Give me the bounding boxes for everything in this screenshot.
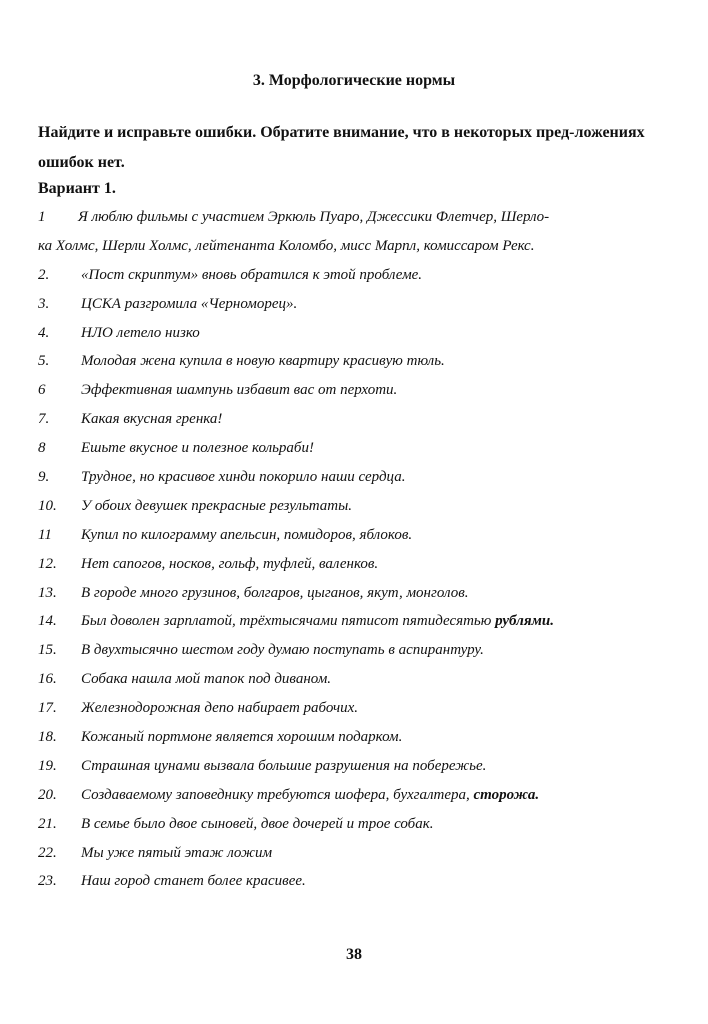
list-item (0, 436, 708, 465)
list-item (0, 494, 708, 523)
list-item (0, 783, 708, 812)
list-item (0, 667, 708, 696)
item-text: Какая вкусная гренка! (81, 411, 223, 428)
item-number: 10. (38, 497, 57, 514)
item-number: 15. (38, 642, 57, 659)
item-text: Железнодорожная депо набирает рабочих. (81, 700, 359, 717)
list-item (0, 869, 708, 898)
item-text: НЛО летело низко (81, 324, 200, 341)
list-item (0, 552, 708, 581)
item-number: 20. (38, 786, 57, 803)
item-text: Я люблю фильмы с участием Эркюль Пуаро, Джессики Флетчер, Шерло- (78, 209, 550, 225)
exercise-list (0, 205, 708, 898)
item-number: 16. (38, 671, 57, 688)
item-text: «Пост скриптум» вновь обратился к этой проблеме. (81, 266, 423, 283)
item-text: Купил по килограмму апельсин, помидоров, яблоков. (81, 526, 413, 543)
list-item (0, 812, 708, 841)
item-text-emphasis: рублями. (495, 613, 554, 630)
item-text: Мы уже пятый этаж ложим (81, 844, 273, 861)
item-text-main: Был доволен зарплатой, трёхтысячами пятисот пятидесятью (81, 613, 496, 630)
item-number: 21. (38, 815, 57, 832)
item-text: ЦСКА разгромила «Черноморец». (81, 295, 298, 312)
item-text: В городе много грузинов, болгаров, цыганов, якут, монголов. (81, 584, 469, 601)
item-number: 5. (38, 353, 50, 370)
list-item (0, 696, 708, 725)
item-text: Трудное, но красивое хинди покорило наши сердца. (81, 469, 406, 486)
item-number: 2. (38, 266, 50, 283)
list-item (0, 725, 708, 754)
list-item (0, 523, 708, 552)
item-text (81, 787, 681, 804)
list-item (0, 321, 708, 350)
item-text: В семье было двое сыновей, двое дочерей и трое собак. (81, 815, 434, 832)
item-number: 1 (38, 209, 46, 225)
item-text: В двухтысячно шестом году думаю поступать в аспирантуру. (81, 642, 484, 659)
section-heading: 3. Морфологические нормы (252, 72, 456, 89)
item-text: Молодая жена купила в новую квартиру красивую тюль. (81, 353, 445, 370)
item-number: 14. (38, 613, 57, 630)
item-number: 19. (38, 757, 57, 774)
item-number: 4. (38, 324, 50, 341)
item-text: Ешьте вкусное и полезное кольраби! (81, 440, 314, 457)
item-text: Эффективная шампунь избавит вас от перхоти. (81, 382, 398, 399)
item-text-main: Создаваемому заповеднику требуются шофера, бухгалтера, (81, 786, 474, 803)
item-text: Наш город станет более красивее. (81, 873, 306, 890)
item-number: 3. (38, 295, 50, 312)
list-item (0, 754, 708, 783)
list-item (0, 263, 708, 292)
list-item (0, 609, 708, 638)
item-number: 6 (38, 382, 46, 399)
page-number: 38 (346, 946, 362, 963)
item-number: 12. (38, 555, 57, 572)
item-text-emphasis: сторожа. (473, 786, 540, 803)
list-item (0, 841, 708, 870)
item-text: Нет сапогов, носков, гольф, туфлей, валенков. (81, 555, 379, 572)
item-text: Собака нашла мой тапок под диваном. (81, 671, 332, 688)
item-number: 22. (38, 844, 57, 861)
list-item (0, 234, 708, 263)
item-number: 17. (38, 700, 57, 717)
item-number: 23. (38, 873, 57, 890)
item-text: ка Холмс, Шерли Холмс, лейтенанта Коломбо, мисс Марпл, комиссаром Рекс. (38, 237, 535, 254)
item-number: 7. (38, 411, 50, 428)
item-number: 9. (38, 469, 50, 486)
list-item (0, 292, 708, 321)
list-item (0, 581, 708, 610)
item-number: 18. (38, 729, 57, 746)
list-item (0, 638, 708, 667)
list-item (0, 465, 708, 494)
item-number: 13. (38, 584, 57, 601)
list-item (0, 349, 708, 378)
list-item (0, 378, 708, 407)
instruction-text: Найдите и исправьте ошибки. Обратите внимание, что в некоторых пред-ложениях ошибок нет. (38, 124, 645, 171)
item-number: 11 (38, 526, 52, 543)
list-item (0, 205, 708, 234)
item-text (81, 613, 681, 630)
variant-label: Вариант 1. (38, 180, 116, 197)
item-number: 8 (38, 440, 46, 457)
item-text: Кожаный портмоне является хорошим подарком. (81, 729, 403, 746)
item-text: Страшная цунами вызвала большие разрушения на побережье. (81, 757, 487, 774)
list-item (0, 407, 708, 436)
item-text: У обоих девушек прекрасные результаты. (81, 497, 352, 514)
